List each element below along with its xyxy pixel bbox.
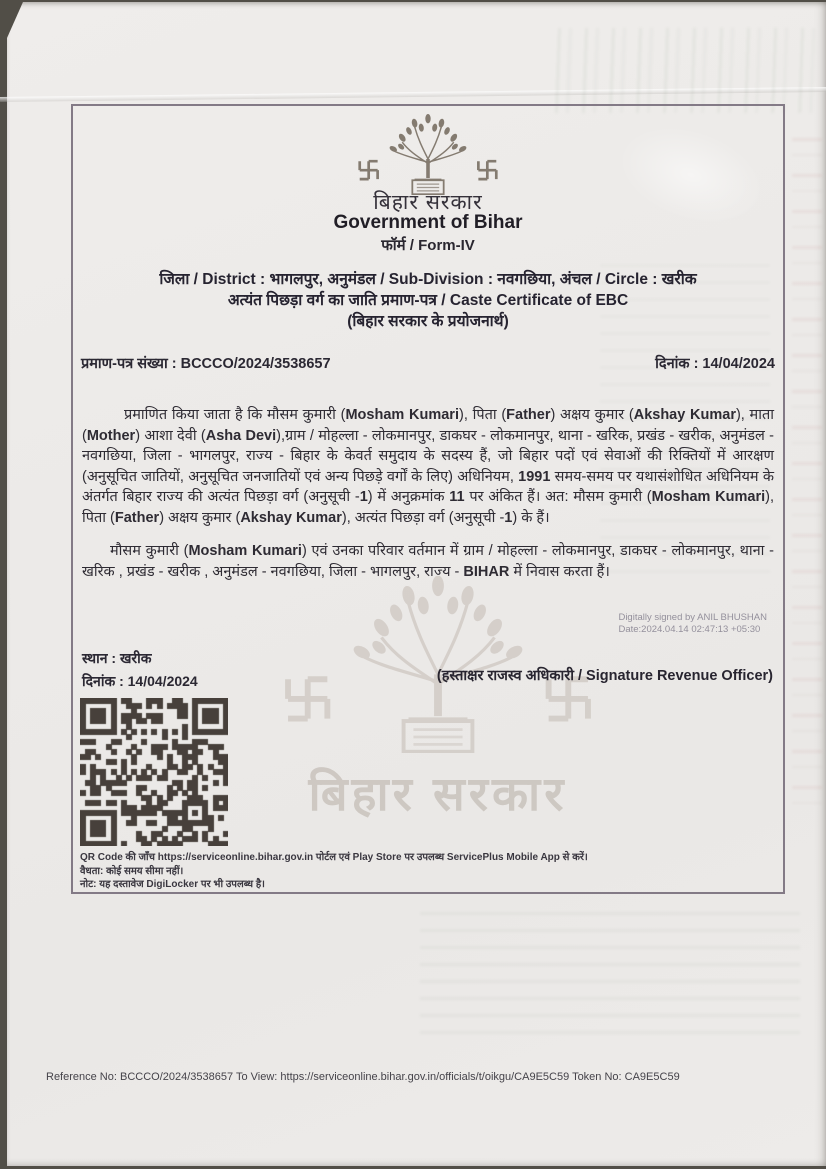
digital-signature-line2: Date:2024.04.14 02:47:13 +05:30	[618, 624, 761, 635]
org-name-hindi: बिहार सरकार	[373, 191, 483, 214]
district-line: जिला / District : भागलपुर, अनुमंडल / Sub-Division : नवगछिया, अंचल / Circle : खरीक	[159, 271, 697, 288]
certificate-title-line: अत्यंत पिछड़ा वर्ग का जाति प्रमाण-पत्र / Caste Certificate of EBC	[227, 292, 629, 309]
reference-footer: Reference No: BCCCO/2024/3538657 To View: https://serviceonline.bihar.gov.in/officials/t/oikgu/CA9E5C59 Token No: CA9E5C59	[46, 1071, 680, 1083]
title-block	[73, 269, 783, 332]
notes-block	[80, 851, 743, 892]
form-number: फॉर्म / Form-IV	[381, 237, 475, 254]
date-line: दिनांक : 14/04/2024	[82, 673, 198, 689]
digital-signature-block	[618, 612, 767, 636]
purpose-line: (बिहार सरकार के प्रयोजनार्थ)	[347, 313, 509, 330]
issue-date: दिनांक : 14/04/2024	[655, 356, 775, 372]
certificate-number: प्रमाण-पत्र संख्या : BCCCO/2024/3538657	[81, 356, 331, 372]
certificate-paragraph-2: मौसम कुमारी (Mosham Kumari) एवं उनका परिवार वर्तमान में ग्राम / मोहल्ला - लोकमानपुर, डाकघर - लोकमानपुर, थाना - खरिक , प्रखंड - खरीक , अनुमंडल - नवगछिया, जिला - भागलपुर, राज्य - BIHAR में निवास करता हैं।	[82, 543, 774, 580]
meta-row	[81, 353, 775, 373]
place-date-block	[82, 647, 198, 693]
digital-signature-line1: Digitally signed by ANIL BHUSHAN	[618, 612, 767, 623]
revenue-officer-signature-line: (हस्ताक्षर राजस्व अधिकारी / Signature Revenue Officer)	[436, 668, 773, 684]
place-line: स्थान : खरीक	[82, 650, 152, 666]
certificate-border-box	[71, 104, 785, 894]
certificate-paragraph-1: प्रमाणित किया जाता है कि मौसम कुमारी (Mosham Kumari), पिता (Father) अक्षय कुमार (Akshay Kumar), माता (Mother) आशा देवी (Asha Devi),ग्राम / मोहल्ला - लोकमानपुर, डाकघर - लोकमानपुर, थाना - खरिक, प्रखंड - खरीक, अनुमंडल - नवगछिया, जिला - भागलपुर, राज्य - बिहार के केवर्त समुदाय के सदस्य हैं, जो बिहार पदों एवं सेवाओं की रिक्तियों में आरक्षण (अनुसूचित जातियों, अनुसूचित जनजातियों एवं अन्य पिछड़े वर्गों के लिए) अधिनियम, 1991 समय-समय पर यथासंशोधित अधिनियम के अंतर्गत बिहार राज्य की अत्यंत पिछड़ा वर्ग (अनुसूची -1) में अनुक्रमांक 11 पर अंकित हैं। अत: मौसम कुमारी (Mosham Kumari), पिता (Father) अक्षय कुमार (Akshay Kumar), अत्यंत पिछड़ा वर्ग (अनुसूची -1) के हैं।	[82, 407, 775, 526]
note-qr-verification: QR Code की जाँच https://serviceonline.bihar.gov.in पोर्टल एवं Play Store पर उपलब्ध ServicePlus Mobile App से करें।	[80, 852, 588, 863]
note-validity: वैधता: कोई समय सीमा नहीं।	[80, 865, 184, 877]
note-digilocker: नोट: यह दस्तावेज DigiLocker पर भी उपलब्ध है।	[80, 879, 265, 890]
org-name-english: Government of Bihar	[333, 212, 523, 233]
qr-code	[80, 698, 228, 846]
watermark	[273, 576, 603, 824]
watermark-text: बिहार सरकार	[308, 767, 568, 820]
